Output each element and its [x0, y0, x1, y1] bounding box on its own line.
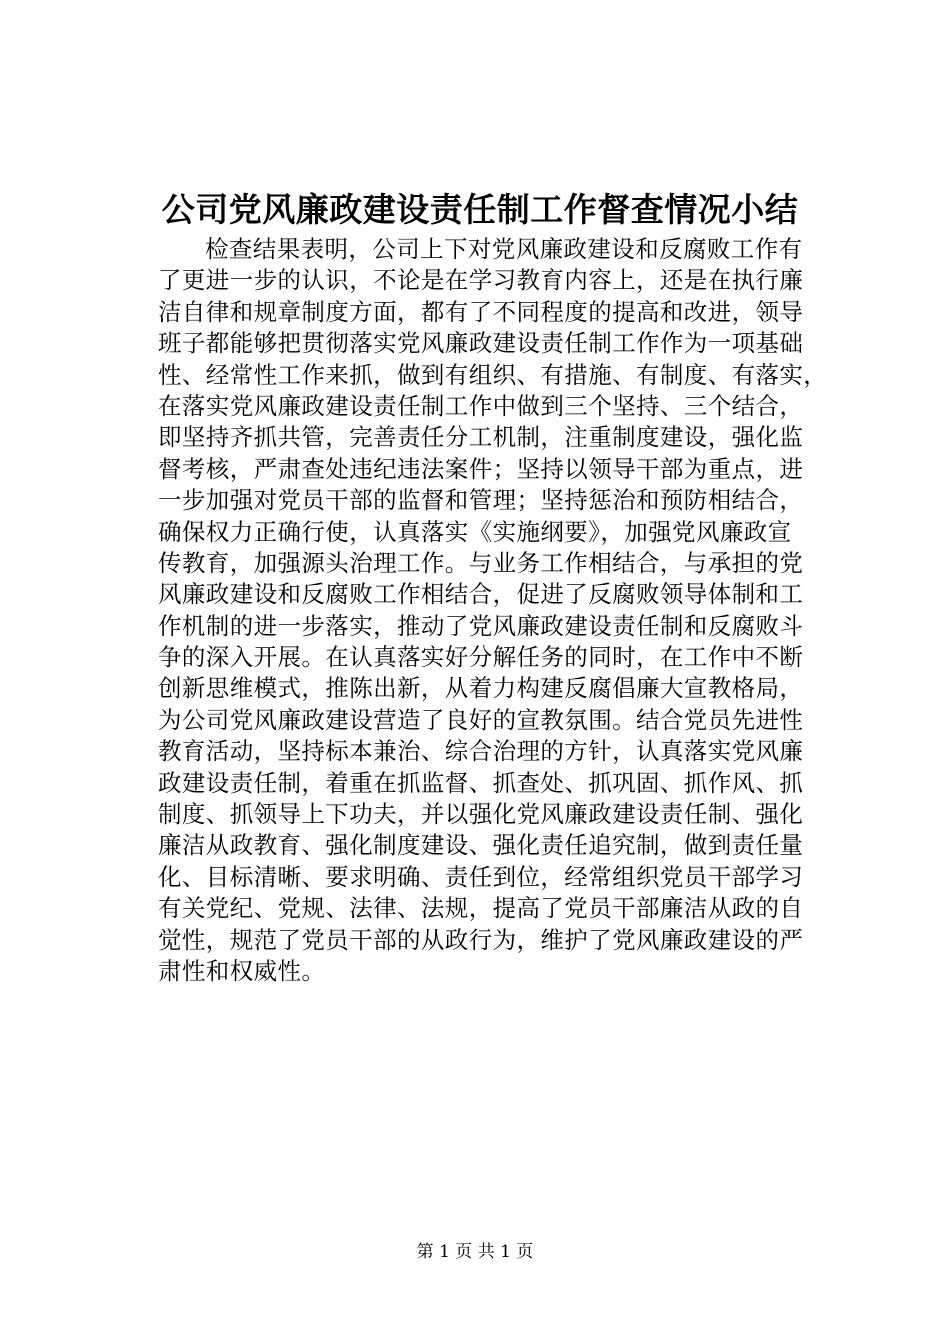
- body-line: 廉洁从政教育、强化制度建设、强化责任追究制，做到责任量: [158, 831, 804, 860]
- document-body: [158, 234, 838, 987]
- body-line: 争的深入开展。在认真落实好分解任务的同时，在工作中不断: [158, 643, 804, 672]
- body-line: 创新思维模式，推陈出新，从着力构建反腐倡廉大宣教格局，: [158, 674, 804, 703]
- body-line: 政建设责任制，着重在抓监督、抓查处、抓巩固、抓作风、抓: [158, 768, 804, 797]
- body-line: 洁自律和规章制度方面，都有了不同程度的提高和改进，领导: [158, 297, 804, 326]
- body-line: 在落实党风廉政建设责任制工作中做到三个坚持、三个结合，: [158, 391, 804, 420]
- body-line: 班子都能够把贯彻落实党风廉政建设责任制工作作为一项基础: [158, 329, 804, 358]
- body-line: 化、目标清晰、要求明确、责任到位，经常组织党员干部学习: [158, 862, 804, 891]
- body-line: 传教育，加强源头治理工作。与业务工作相结合，与承担的党: [158, 548, 804, 577]
- body-line: 觉性，规范了党员干部的从政行为，维护了党风廉政建设的严: [158, 925, 804, 954]
- body-line: 即坚持齐抓共管，完善责任分工机制，注重制度建设，强化监: [158, 423, 804, 452]
- body-line: 制度、抓领导上下功夫，并以强化党风廉政建设责任制、强化: [158, 800, 804, 829]
- body-line: 了更进一步的认识，不论是在学习教育内容上，还是在执行廉: [158, 266, 804, 295]
- body-line: 为公司党风廉政建设营造了良好的宣教氛围。结合党员先进性: [158, 705, 804, 734]
- body-line: 有关党纪、党规、法律、法规，提高了党员干部廉洁从政的自: [158, 894, 804, 923]
- body-line: 检查结果表明，公司上下对党风廉政建设和反腐败工作有: [205, 235, 803, 263]
- body-line: 肃性和权威性。: [158, 956, 326, 985]
- document-title: 公司党风廉政建设责任制工作督查情况小结: [161, 190, 799, 229]
- page-number-footer: 第 1 页 共 1 页: [416, 1242, 534, 1262]
- body-line: 作机制的进一步落实，推动了党风廉政建设责任制和反腐败斗: [158, 611, 804, 640]
- body-line: 教育活动，坚持标本兼治、综合治理的方针，认真落实党风廉: [158, 737, 804, 766]
- body-line: 督考核，严肃查处违纪违法案件；坚持以领导干部为重点，进: [158, 454, 804, 483]
- body-line: 确保权力正确行使，认真落实《实施纲要》，加强党风廉政宣: [158, 517, 792, 546]
- body-line: 一步加强对党员干部的监督和管理；坚持惩治和预防相结合，: [158, 486, 804, 515]
- body-line: 性、经常性工作来抓，做到有组织、有措施、有制度、有落实，: [158, 360, 828, 389]
- body-line: 风廉政建设和反腐败工作相结合，促进了反腐败领导体制和工: [158, 580, 804, 609]
